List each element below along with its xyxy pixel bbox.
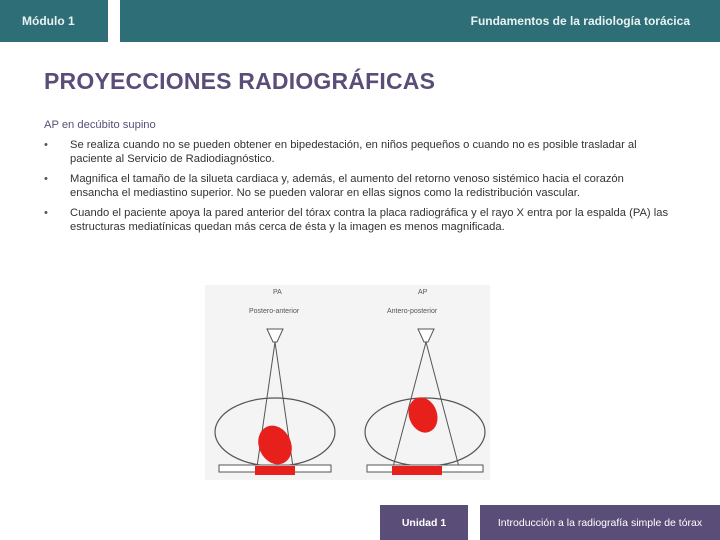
footer-bar (0, 505, 720, 540)
ap-panel (365, 289, 485, 475)
ap-code-label: AP (418, 289, 428, 296)
bullet-item (44, 206, 674, 234)
pa-film-plate (255, 466, 295, 475)
slide-title: PROYECCIONES RADIOGRÁFICAS (44, 68, 436, 94)
topic-label: Introducción a la radiografía simple de tórax (497, 517, 703, 529)
ap-xray-tube-icon (418, 329, 434, 342)
course-title: Fundamentos de la radiología torácica (470, 14, 690, 28)
ap-heart-shape (404, 393, 443, 436)
header-divider (108, 0, 120, 42)
slide-content (44, 118, 674, 240)
projection-diagram-svg (205, 285, 490, 480)
bullet-marker: • (44, 139, 48, 151)
header-course-block (120, 0, 720, 42)
pa-code-label: PA (273, 289, 282, 296)
bullet-item (44, 172, 674, 200)
topic-tab[interactable] (480, 505, 720, 540)
projection-diagram (205, 285, 490, 480)
module-label: Módulo 1 (22, 14, 75, 28)
pa-panel (215, 289, 335, 475)
unit-tab[interactable] (380, 505, 468, 540)
pa-caption-label: Postero-anterior (249, 308, 300, 315)
ap-film-plate (392, 466, 442, 475)
pa-xray-tube-icon (267, 329, 283, 342)
pa-heart-shape (252, 420, 298, 470)
header-module-block (0, 0, 108, 42)
bullet-marker: • (44, 207, 48, 219)
bullet-text: Magnifica el tamaño de la silueta cardiaca y, además, el aumento del retorno venoso sistémico hacia el corazón ensancha el mediastino superior. No se pueden valorar en ellas signos como la redistribución vascular. (70, 173, 624, 199)
bullet-text: Cuando el paciente apoya la pared anterior del tórax contra la placa radiográfica y el rayo X entra por la espalda (PA) las estructuras mediatínicas quedan más cerca de ésta y la imagen es menos magnificada. (70, 207, 669, 233)
bullet-marker: • (44, 173, 48, 185)
unit-label: Unidad 1 (401, 517, 447, 529)
bullet-item (44, 138, 674, 166)
bullet-text: Se realiza cuando no se pueden obtener en bipedestación, en niños pequeños o cuando no es posible trasladar al paciente al Servicio de Radiodiagnóstico. (70, 139, 637, 165)
ap-caption-label: Antero-posterior (387, 308, 438, 315)
header-bar (0, 0, 720, 42)
slide-subtitle: AP en decúbito supino (44, 119, 156, 131)
